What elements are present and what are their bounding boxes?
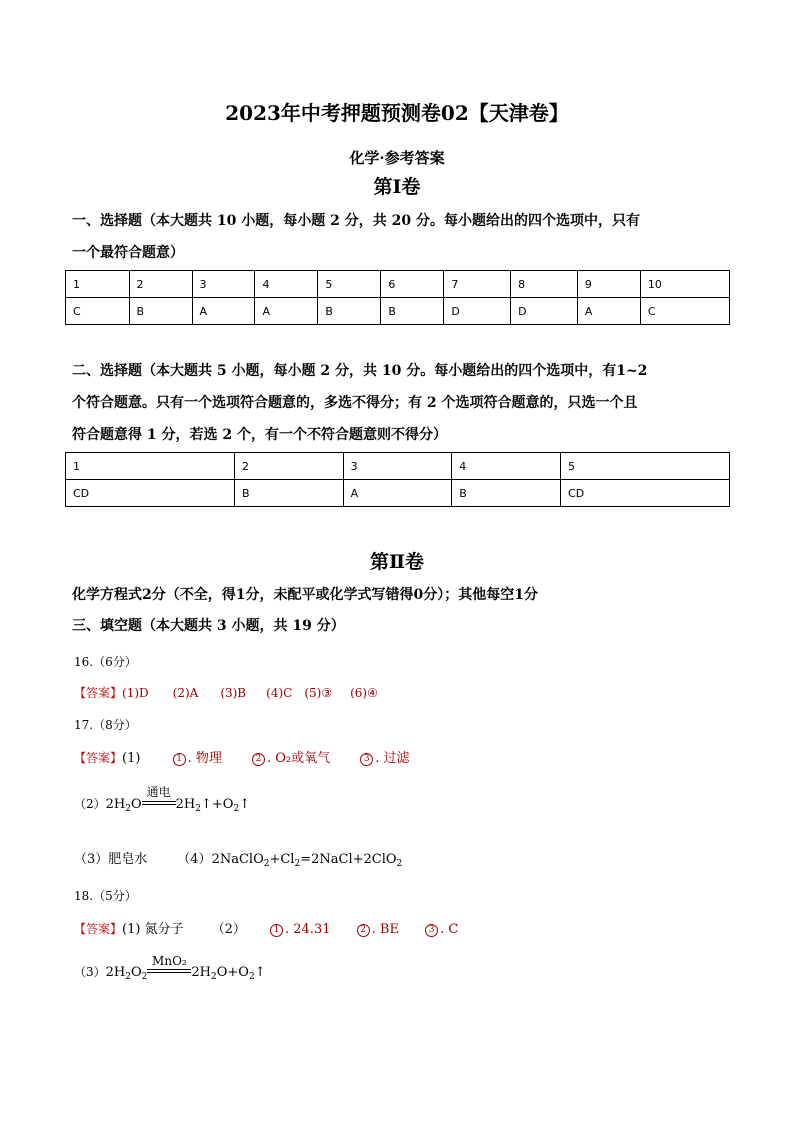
table-cell: A xyxy=(343,480,452,507)
reaction-condition: MnO₂ xyxy=(147,965,191,980)
section-three-heading: 三、填空题（本大题共 3 小题，共 19 分） xyxy=(72,618,345,634)
table-cell: 2 xyxy=(129,271,192,298)
table-row xyxy=(66,298,730,325)
table-cell: 7 xyxy=(444,271,511,298)
part-two-heading: 第Ⅱ卷 xyxy=(369,551,424,573)
answer-item: 3 . 过滤 xyxy=(360,751,409,766)
section-two-answer-table xyxy=(65,452,730,507)
document-title: 2023年中考押题预测卷02【天津卷】 xyxy=(225,101,569,125)
answer-item: 2 . O₂或氧气 xyxy=(252,751,330,766)
circled-number: 2 xyxy=(357,924,370,937)
answer-item: 1 . 物理 xyxy=(173,751,222,766)
scoring-note: 化学方程式2分（不全，得1分，未配平或化学式写错得0分）；其他每空1分 xyxy=(72,587,538,603)
document-subtitle: 化学·参考答案 xyxy=(349,149,445,167)
answer-item: (4)C xyxy=(266,686,293,700)
table-cell: 6 xyxy=(381,271,444,298)
part-number: （2） xyxy=(211,922,246,937)
answer-item: (2)A xyxy=(172,686,199,700)
table-cell: C xyxy=(66,298,130,325)
table-row xyxy=(66,480,730,507)
table-cell: 5 xyxy=(318,271,381,298)
circled-number: 1 xyxy=(270,924,283,937)
q17-equation-electrolysis: $(2)2H_2O$ 通电 $2H_2↑+O_2↑$ xyxy=(74,785,251,814)
part-number: （2） xyxy=(74,797,106,811)
table-cell: D xyxy=(511,298,578,325)
table-cell: B xyxy=(234,480,343,507)
part-number: （4） xyxy=(177,852,212,867)
table-cell: 3 xyxy=(343,453,452,480)
table-cell: B xyxy=(452,480,561,507)
section-two-heading: 二、选择题（本大题共 5 小题，每小题 2 分，共 10 分。每小题给出的四个选项中，有1~2 个符合题意。只有一个选项符合题意的，多选不得分；有 2 个选项符合题意的，只选一个且 符合题意得 1 分，若选 2 个，有一个不符合题意则不得分） xyxy=(72,363,648,443)
answer-item: 1 . 24.31 xyxy=(270,922,330,937)
part-number: （3） xyxy=(74,965,106,979)
table-row xyxy=(66,271,730,298)
q16-answer xyxy=(74,684,378,701)
answer-tag: 【答案】 xyxy=(74,922,123,936)
table-cell: CD xyxy=(66,480,235,507)
q18-equation-decomposition: $(3)2H_2O_2$ MnO₂ $2H_2O+O_2↑$ xyxy=(74,954,266,982)
answer-item: (1)D xyxy=(122,686,149,700)
table-cell: C xyxy=(640,298,729,325)
part-one-heading: 第Ⅰ卷 xyxy=(373,176,421,198)
section-one-heading: 一、选择题（本大题共 10 小题，每小题 2 分，共 20 分。每小题给出的四个选项中，只有 一个最符合题意） xyxy=(72,213,640,261)
table-cell: 1 xyxy=(66,271,130,298)
q17-answer-part3-4: （3）肥皂水 $(4)2NaClO_2+Cl_2=2NaCl+2ClO_2$ xyxy=(74,852,403,869)
q18-answer-part1-2 xyxy=(74,918,458,937)
circled-number: 2 xyxy=(252,753,265,766)
table-cell: A xyxy=(577,298,640,325)
table-cell: 5 xyxy=(561,453,730,480)
answer-item: （3）肥皂水 xyxy=(74,852,148,867)
answer-item: (3)B xyxy=(220,686,247,700)
table-cell: B xyxy=(381,298,444,325)
table-cell: A xyxy=(255,298,318,325)
circled-number: 3 xyxy=(360,753,373,766)
table-cell: 1 xyxy=(66,453,235,480)
part-number: (1) xyxy=(122,751,141,766)
table-cell: 9 xyxy=(577,271,640,298)
table-cell: 10 xyxy=(640,271,729,298)
table-cell: 2 xyxy=(234,453,343,480)
answer-item: 3 . C xyxy=(425,922,458,937)
q17-label: 17.（8分） xyxy=(74,718,137,732)
table-cell: A xyxy=(192,298,255,325)
circled-number: 3 xyxy=(425,924,438,937)
answer-item: (1) 氮分子 xyxy=(122,922,184,937)
table-cell: 4 xyxy=(452,453,561,480)
table-cell: 8 xyxy=(511,271,578,298)
section-one-answer-table xyxy=(65,270,730,325)
q17-answer-part1 xyxy=(74,747,410,766)
q18-label: 18.（5分） xyxy=(74,889,137,903)
circled-number: 1 xyxy=(173,753,186,766)
table-cell: 3 xyxy=(192,271,255,298)
table-cell: D xyxy=(444,298,511,325)
answer-tag: 【答案】 xyxy=(74,686,123,700)
table-cell: CD xyxy=(561,480,730,507)
answer-item: (5)③ xyxy=(304,686,333,700)
reaction-condition: 通电 xyxy=(142,797,176,812)
table-cell: 4 xyxy=(255,271,318,298)
answer-item: (6)④ xyxy=(350,686,378,700)
table-cell: B xyxy=(129,298,192,325)
answer-tag: 【答案】 xyxy=(74,751,123,765)
q16-label: 16.（6分） xyxy=(74,655,137,669)
table-row xyxy=(66,453,730,480)
table-cell: B xyxy=(318,298,381,325)
answer-item: 2 . BE xyxy=(357,922,399,937)
